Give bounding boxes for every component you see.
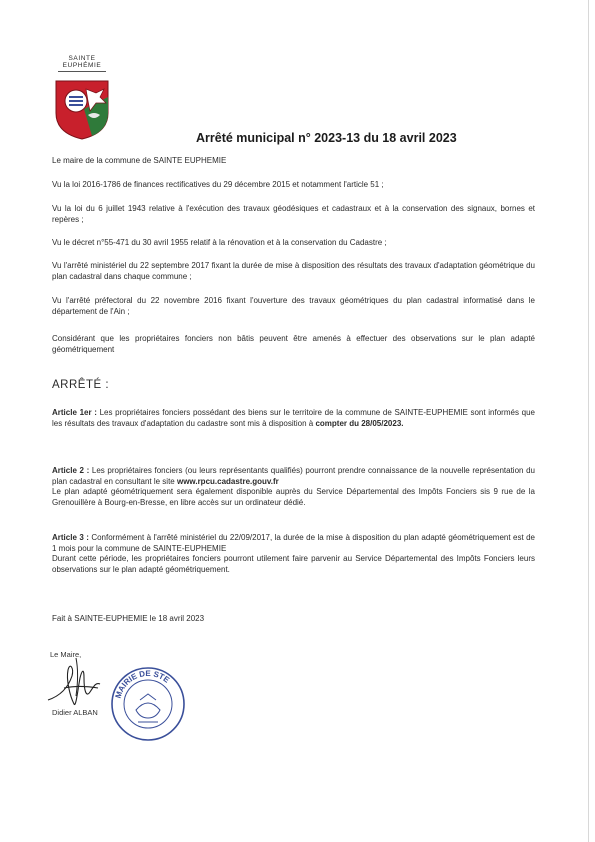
preamble-considering: Considérant que les propriétaires fonciers non bâtis peuvent être amenés à effectuer des observations sur le plan adapté géométriquement — [52, 334, 535, 354]
article-1-date: compter du 28/05/2023. — [315, 418, 404, 428]
logo-line1: SAINTE — [68, 55, 96, 62]
preamble-law-2016: Vu la loi 2016-1786 de finances rectificatives du 29 décembre 2015 et notamment l'article 51 ; — [52, 180, 384, 189]
article-3-text: Conformément à l'arrêté ministériel du 22/09/2017, la durée de la mise à disposition du plan adapté géométriquement est de 1 mois pour la commune de SAINTE-EUPHEMIE — [52, 533, 535, 553]
logo-text — [52, 55, 112, 69]
article-2 — [52, 466, 535, 508]
preamble-decree-1955: Vu le décret n°55-471 du 30 avril 1955 relatif à la rénovation et à la conservation du Cadastre ; — [52, 238, 387, 247]
article-2-text: Les propriétaires fonciers (ou leurs représentants qualifiés) pourront prendre connaissance de la nouvelle représentation du plan cadastral en consultant le site — [52, 466, 535, 486]
shield-icon — [54, 79, 110, 141]
page-edge — [588, 0, 589, 842]
logo-underline — [58, 71, 106, 76]
article-1-label: Article 1er : — [52, 408, 97, 417]
page-title: Arrêté municipal n° 2023-13 du 18 avril 2023 — [196, 131, 457, 145]
preamble-ministerial-order: Vu l'arrêté ministériel du 22 septembre 2017 fixant la durée de mise à disposition des résultats des travaux d'adaptation géométrique du plan cadastral dans chaque commune ; — [52, 261, 535, 281]
place-date: Fait à SAINTE-EUPHEMIE le 18 avril 2023 — [52, 614, 205, 623]
article-2-link[interactable]: www.rpcu.cadastre.gouv.fr — [176, 476, 279, 486]
mairie-stamp — [108, 664, 188, 744]
preamble-law-1943: Vu la loi du 6 juillet 1943 relative à l'exécution des travaux géodésiques et cadastraux et à la conservation des signaux, bornes et repères ; — [52, 204, 535, 224]
article-3 — [52, 533, 535, 575]
decision-heading: ARRÊTÉ : — [52, 379, 110, 391]
svg-text:MAIRIE DE STE: MAIRIE DE STE — [113, 668, 172, 700]
article-3-label: Article 3 : — [52, 533, 89, 542]
article-1 — [52, 408, 535, 429]
article-1-text: Les propriétaires fonciers possédant des biens sur le territoire de la commune de SAINTE-EUPHEMIE sont informés que les résultats des travaux d'adaptation du cadastre sont mis à disposition à — [52, 408, 535, 428]
article-2-label: Article 2 : — [52, 466, 90, 475]
signatory-title: Le Maire, — [50, 650, 82, 659]
article-3-text2: Durant cette période, les propriétaires fonciers pourront utilement faire parvenir au Service Départemental des Impôts Fonciers leurs observations sur le plan adapté géométriquement. — [52, 554, 535, 574]
logo-line2: EUPHÉMIE — [62, 62, 102, 69]
preamble-mayor: Le maire de la commune de SAINTE EUPHEMIE — [52, 156, 227, 165]
municipal-logo — [52, 55, 112, 145]
signatory-name: Didier ALBAN — [52, 708, 98, 717]
preamble-prefectoral-order: Vu l'arrêté préfectoral du 22 novembre 2016 fixant l'ouverture des travaux géométriques du plan cadastral informatisé dans le département de l'Ain ; — [52, 296, 535, 316]
article-2-text2: Le plan adapté géométriquement sera également disponible auprès du Service Départemental des Impôts Fonciers sis 9 rue de la Grenouillère à Bourg-en-Bresse, en libre accès sur un ordinateur dédié. — [52, 487, 535, 507]
